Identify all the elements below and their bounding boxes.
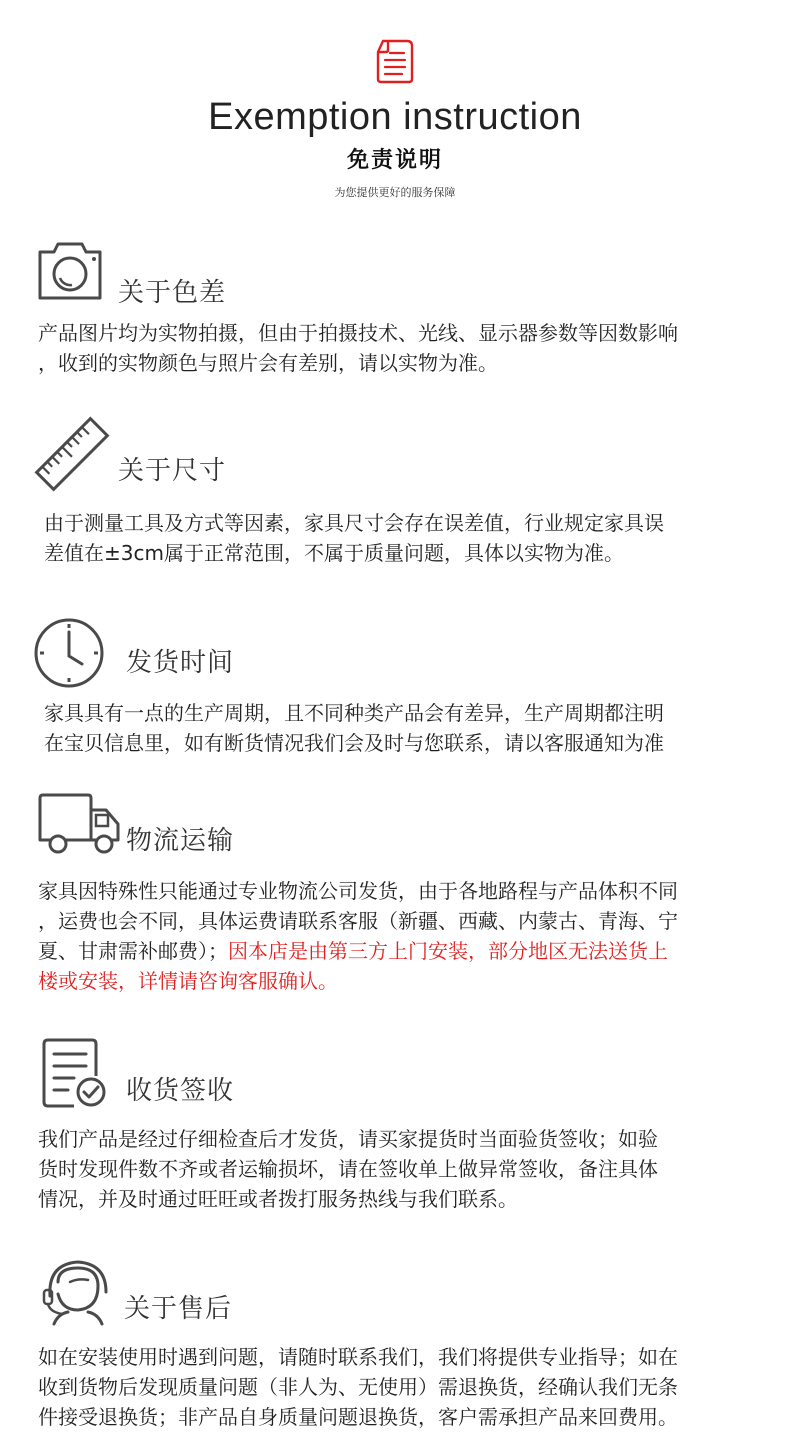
notice-text: 因本店是由第三方上门安装，部分地区无法送货上 bbox=[228, 939, 668, 963]
camera-icon bbox=[36, 240, 104, 306]
section-body bbox=[38, 876, 768, 996]
body-line: 在宝贝信息里，如有断货情况我们会及时与您联系，请以客服通知为准 bbox=[44, 731, 664, 755]
body-line bbox=[38, 936, 768, 966]
body-line: 我们产品是经过仔细检查后才发货，请买家提货时当面验货签收；如验 bbox=[38, 1127, 658, 1151]
section-title: 关于尺寸 bbox=[118, 456, 227, 486]
checklist-icon bbox=[38, 1036, 108, 1116]
customer-service-icon bbox=[40, 1256, 116, 1332]
section-title: 物流运输 bbox=[126, 826, 235, 856]
body-line: 情况，并及时通过旺旺或者拨打服务热线与我们联系。 bbox=[38, 1187, 518, 1211]
page-title-en: Exemption instruction bbox=[208, 96, 582, 138]
document-icon bbox=[374, 38, 416, 84]
body-line: 家具因特殊性只能通过专业物流公司发货，由于各地路程与产品体积不同 bbox=[38, 879, 678, 903]
truck-icon bbox=[36, 792, 122, 862]
body-line: ，运费也会不同，具体运费请联系客服（新疆、西藏、内蒙古、青海、宁 bbox=[38, 909, 678, 933]
body-line: 产品图片均为实物拍摄，但由于拍摄技术、光线、显示器参数等因数影响 bbox=[38, 321, 678, 345]
section-body bbox=[38, 1124, 768, 1214]
clock-icon bbox=[32, 616, 106, 694]
page-subtitle: 为您提供更好的服务保障 bbox=[334, 186, 456, 199]
section-title: 关于售后 bbox=[124, 1294, 233, 1324]
body-line: 件接受退换货；非产品自身质量问题退换货，客户需承担产品来回费用。 bbox=[38, 1405, 678, 1429]
section-body bbox=[44, 698, 774, 758]
notice-line: 楼或安装，详情请咨询客服确认。 bbox=[38, 969, 338, 993]
body-line: 如在安装使用时遇到问题，请随时联系我们，我们将提供专业指导；如在 bbox=[38, 1345, 678, 1369]
body-line: 货时发现件数不齐或者运输损坏，请在签收单上做异常签收，备注具体 bbox=[38, 1157, 658, 1181]
section-title: 收货签收 bbox=[126, 1076, 235, 1106]
body-line: 差值在±3cm属于正常范围，不属于质量问题，具体以实物为准。 bbox=[44, 541, 624, 565]
ruler-icon bbox=[30, 412, 114, 500]
section-title: 关于色差 bbox=[118, 278, 227, 308]
body-line: ，收到的实物颜色与照片会有差别，请以实物为准。 bbox=[38, 351, 498, 375]
section-body bbox=[38, 318, 768, 378]
body-line: 收到货物后发现质量问题（非人为、无使用）需退换货，经确认我们无条 bbox=[38, 1375, 678, 1399]
body-line: 由于测量工具及方式等因素，家具尺寸会存在误差值，行业规定家具误 bbox=[44, 511, 664, 535]
section-body bbox=[38, 1342, 768, 1432]
section-title: 发货时间 bbox=[126, 648, 235, 678]
body-line: 家具具有一点的生产周期，且不同种类产品会有差异，生产周期都注明 bbox=[44, 701, 664, 725]
body-text: 夏、甘肃需补邮费）； bbox=[38, 939, 228, 963]
section-body bbox=[44, 508, 774, 568]
page-title-cn: 免责说明 bbox=[346, 147, 443, 173]
